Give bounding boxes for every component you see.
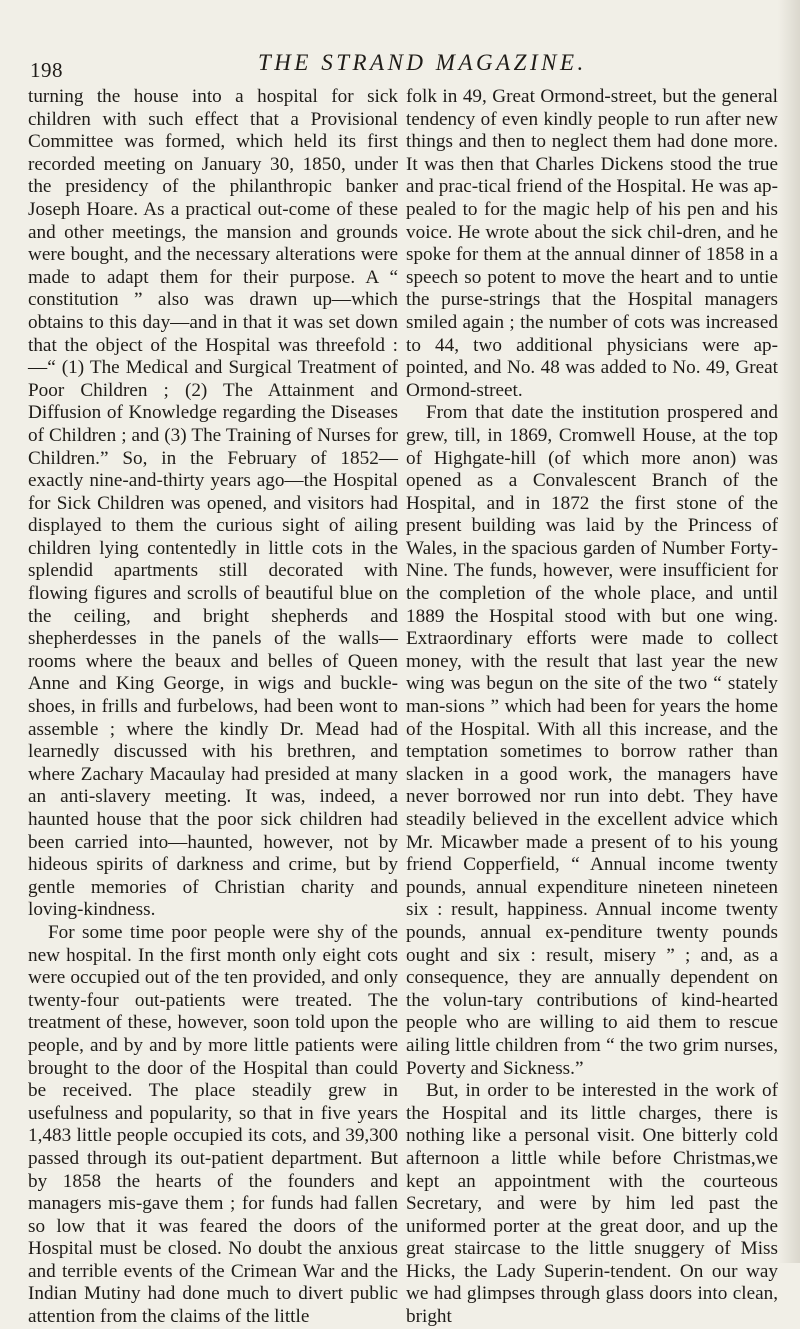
running-head — [0, 50, 800, 90]
page-number: 198 — [30, 58, 63, 82]
journal-title: THE STRAND MAGAZINE. — [258, 50, 587, 75]
left-paragraph-1: turning the house into a hospital for sick children with such effect that a Provisional Committee was formed, which held its first recorded meeting on January 30, 1850, under the presidency of the philanthropic banker Joseph Hoare. As a practical out-come of these and other meetings, the mansion and grounds were bought, and the necessary alterations were made to adapt them for their purpose. A “ constitution ” also was drawn up—which obtains to this day—and in that it was set down that the object of the Hospital was threefold :—“ (1) The Medical and Surgical Treatment of Poor Children ; (2) The Attainment and Diffusion of Knowledge regarding the Diseases of Children ; and (3) The Training of Nurses for Children.” So, in the February of 1852—exactly nine-and-thirty years ago—the Hospital for Sick Children was opened, and visitors had displayed to them the curious sight of ailing children lying contentedly in little cots in the splendid apartments still decorated with flowing figures and scrolls of beautiful blue on the ceiling, and bright shepherds and shepherdesses in the panels of the walls—rooms where the beaux and belles of Queen Anne and King George, in wigs and buckle-shoes, in frills and furbelows, had been wont to assemble ; where the kindly Dr. Mead had learnedly discussed with his brethren, and where Zachary Macaulay had presided at many an anti-slavery meeting. It was, indeed, a haunted house that the poor sick children had been carried into—haunted, however, not by hideous spirits of darkness and crime, but by gentle memories of Christian charity and loving-kindness. — [28, 86, 398, 921]
right-paragraph-1: folk in 49, Great Ormond-street, but the general tendency of even kindly people to run after new things and then to neglect them had done more. It was then that Charles Dickens stood the true and prac-tical friend of the Hospital. He was ap-pealed to for the magic help of his pen and his voice. He wrote about the sick chil-dren, and he spoke for them at the annual dinner of 1858 in a speech so potent to move the heart and to untie the purse-strings that the Hospital managers smiled again ; the number of cots was increased to 44, two additional physicians were ap-pointed, and No. 48 was added to No. 49, Great Ormond-street. — [406, 86, 778, 401]
right-paragraph-3: But, in order to be interested in the work of the Hospital and its little charges, there is nothing like a personal visit. One bitterly cold afternoon a little while before Christmas,we kept an appointment with the courteous Secretary, and were by him led past the uniformed porter at the great door, and up the great staircase to the little snuggery of Miss Hicks, the Lady Superin-tendent. On our way we had glimpses through glass doors into clean, bright — [406, 1080, 778, 1328]
right-column — [406, 86, 778, 1329]
right-paragraph-2: From that date the institution prospered and grew, till, in 1869, Cromwell House, at the top of Highgate-hill (of which more anon) was opened as a Convalescent Branch of the Hospital, and in 1872 the first stone of the present building was laid by the Princess of Wales, in the spacious garden of Number Forty-Nine. The funds, however, were insufficient for the completion of the whole place, and until 1889 the Hospital stood with but one wing. Extraordinary efforts were made to collect money, with the result that last year the new wing was begun on the site of the two “ stately man-sions ” which had been for years the home of the Hospital. With all this increase, and the temptation sometimes to borrow rather than slacken in a good work, the managers have never borrowed nor run into debt. They have steadily believed in the excellent advice which Mr. Micawber made a present of to his young friend Copperfield, “ Annual income twenty pounds, annual expenditure nineteen nineteen six : result, happiness. Annual income twenty pounds, annual ex-penditure twenty pounds ought and six : result, misery ” ; and, as a consequence, they are annually dependent on the volun-tary contributions of kind-hearted people who are willing to aid them to rescue ailing little children from “ the two grim nurses, Poverty and Sickness.” — [406, 402, 778, 1079]
left-column — [28, 86, 398, 1329]
page-edge-shadow — [778, 0, 800, 1263]
left-paragraph-2: For some time poor people were shy of the new hospital. In the first month only eight cots were occupied out of the ten provided, and only twenty-four out-patients were treated. The treatment of these, however, soon told upon the people, and by and by more little patients were brought to the door of the Hospital than could be received. The place steadily grew in usefulness and popularity, so that in five years 1,483 little people occupied its cots, and 39,300 passed through its out-patient department. But by 1858 the hearts of the founders and managers mis-gave them ; for funds had fallen so low that it was feared the doors of the Hospital must be closed. No doubt the anxious and terrible events of the Crimean War and the Indian Mutiny had done much to divert public attention from the claims of the little — [28, 921, 398, 1328]
